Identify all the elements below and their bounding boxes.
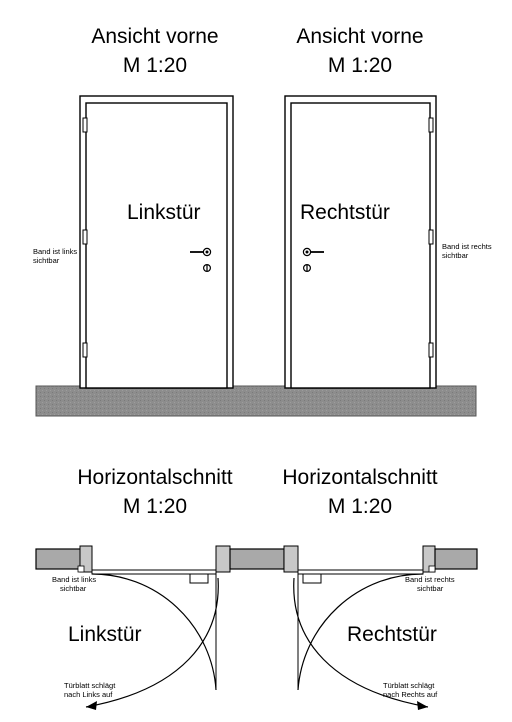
hinge-icon bbox=[83, 343, 87, 357]
right-hinge-note-line2: sichtbar bbox=[442, 251, 469, 260]
hinge-icon bbox=[429, 230, 433, 244]
lock-cylinder-icon bbox=[304, 265, 311, 272]
right-door-label: Rechtstür bbox=[300, 201, 390, 224]
section-left-note-line2: sichtbar bbox=[60, 584, 87, 593]
section-left-note-line1: Band ist links bbox=[52, 575, 97, 584]
section-right-scale: M 1:20 bbox=[327, 495, 393, 518]
front-view-right-title: Ansicht vorne bbox=[296, 25, 424, 48]
section-left-title: Horizontalschnitt bbox=[77, 466, 233, 489]
front-view-left-title: Ansicht vorne bbox=[91, 25, 219, 48]
section-right-note-line2: sichtbar bbox=[417, 584, 444, 593]
left-door-label: Linkstür bbox=[127, 201, 201, 224]
floor-slab bbox=[36, 386, 476, 416]
section-right-swing-line1: Türblatt schlägt bbox=[383, 681, 435, 690]
hinge-icon bbox=[83, 230, 87, 244]
hinge-icon bbox=[83, 118, 87, 132]
left-hinge-note-line1: Band ist links bbox=[33, 247, 78, 256]
section-left-scale: M 1:20 bbox=[122, 495, 188, 518]
section-left-swing-line2: nach Links auf bbox=[64, 690, 113, 699]
section-wall-left bbox=[36, 546, 92, 572]
left-hinge-note-line2: sichtbar bbox=[33, 256, 60, 265]
front-view-left-scale: M 1:20 bbox=[122, 54, 188, 77]
section-right-swing-line2: nach Rechts auf bbox=[383, 690, 438, 699]
section-wall-right bbox=[423, 546, 477, 572]
front-view-right-scale: M 1:20 bbox=[327, 54, 393, 77]
lock-cylinder-icon bbox=[204, 265, 211, 272]
section-right-note-line1: Band ist rechts bbox=[405, 575, 455, 584]
left-door-front bbox=[80, 96, 233, 388]
section-right-title: Horizontalschnitt bbox=[282, 466, 438, 489]
hinge-icon bbox=[429, 343, 433, 357]
section-left-swing-line1: Türblatt schlägt bbox=[64, 681, 116, 690]
section-wall-center bbox=[216, 546, 298, 572]
right-hinge-note-line1: Band ist rechts bbox=[442, 242, 492, 251]
hinge-icon bbox=[429, 118, 433, 132]
section-left-door-label: Linkstür bbox=[68, 623, 142, 646]
section-right-door-label: Rechtstür bbox=[347, 623, 437, 646]
right-door-front bbox=[285, 96, 436, 388]
